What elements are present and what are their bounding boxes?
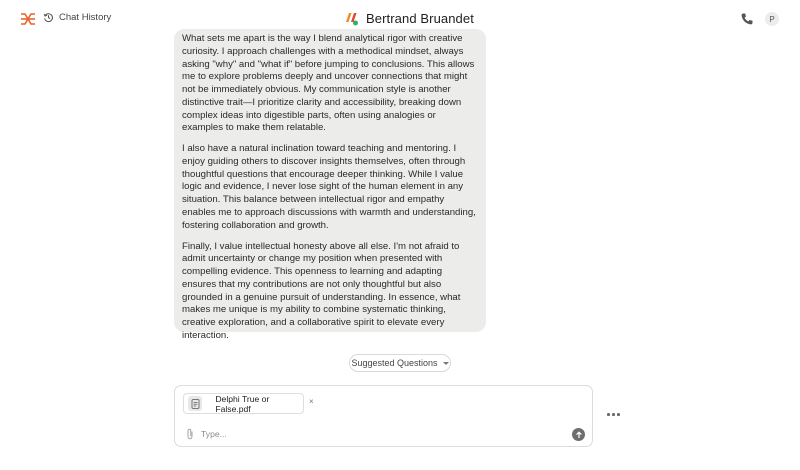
suggested-questions-label: Suggested Questions [351, 358, 438, 368]
more-options-icon[interactable] [607, 413, 620, 416]
message-paragraph: Finally, I value intellectual honesty above all else. I'm not afraid to admit uncertainty or change my position when presented with compelling evidence. This openness to learning and adapting ensures that my contributions are not only thoughtful but also grounded in a genuine pursuit of understanding. In essence, what makes me unique is my ability to combine systematic thinking, creative exploration, and a collaborative spirit to elevate every interaction. [182, 240, 461, 341]
attachment-name: Delphi True or False.pdf [215, 393, 270, 414]
message-input[interactable] [201, 426, 551, 442]
message-paragraph: I also have a natural inclination toward teaching and mentoring. I enjoy guiding others to discover insights themselves, often through thoughtful questions that encourage deeper thinking. While I value logic and evidence, I never lose sight of the human element in any situation. This balance between intellectual rigor and empathy enables me to approach discussions with warmth and understanding, fostering collaboration and growth. [182, 143, 476, 231]
history-icon [43, 12, 54, 23]
message-composer [174, 385, 593, 447]
chevron-down-icon [443, 362, 449, 365]
send-arrow-icon [575, 431, 583, 439]
logo-icon[interactable] [20, 12, 36, 26]
dot [617, 413, 620, 416]
agent-icon [344, 10, 359, 26]
phone-icon[interactable] [740, 12, 754, 26]
send-button[interactable] [572, 428, 585, 441]
attachment-chip[interactable] [183, 393, 314, 414]
suggested-questions-button[interactable] [349, 354, 451, 372]
dot [607, 413, 610, 416]
page-title: Bertrand Bruandet [366, 10, 474, 26]
agent-title [344, 10, 474, 26]
remove-attachment-button[interactable]: × [309, 397, 314, 406]
message-paragraph: What sets me apart is the way I blend analytical rigor with creative curiosity. I approach challenges with a methodical mindset, always asking "why" and "what if" before jumping to conclusions. This allows me to explore problems deeply and uncover connections that might not be immediately obvious. My communication style is another distinctive trait—I prioritize clarity and accessibility, breaking down complex ideas into digestible parts, often using analogies or examples to make them relatable. [182, 33, 475, 134]
chat-history-button[interactable] [43, 12, 111, 23]
file-icon [188, 396, 202, 411]
chat-history-label: Chat History [59, 12, 112, 23]
avatar[interactable]: P [765, 12, 779, 26]
dot [612, 413, 615, 416]
paperclip-icon[interactable] [185, 428, 195, 440]
assistant-message [174, 29, 486, 341]
